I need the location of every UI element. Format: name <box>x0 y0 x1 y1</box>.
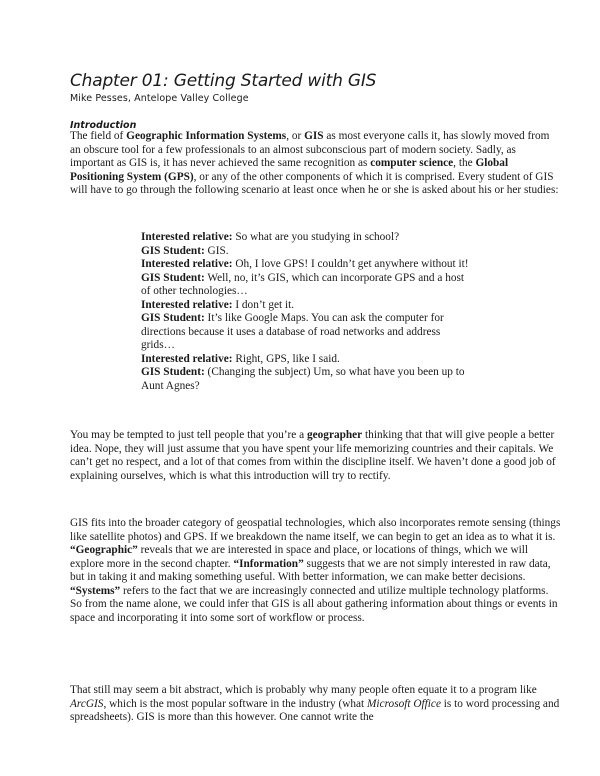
dialogue-line: Interested relative: Right, GPS, like I said. <box>141 352 340 365</box>
section-heading: Introduction <box>70 120 137 131</box>
dialogue-line: GIS Student: (Changing the subject) Um, so what have you been up to Aunt Agnes? <box>141 366 465 392</box>
term-computer-science: computer science <box>370 157 454 169</box>
dialogue-line: GIS Student: Well, no, it’s GIS, which can incorporate GPS and a host of other technologies… <box>141 271 465 297</box>
dialogue-speaker: GIS Student: <box>141 244 205 257</box>
term-arcgis: ArcGIS <box>70 697 104 710</box>
term-gis-full: Geographic Information Systems <box>126 130 287 142</box>
author-line: Mike Pesses, Antelope Valley College <box>70 93 249 104</box>
term-information: “Information” <box>233 557 304 570</box>
paragraph-software: That still may seem a bit abstract, which is probably why many people often equate it to a program like ArcGIS, which is the most popular software in the industry (what Microsoft Office is to word processing and spreadsheets). GIS is more than this however. One cannot write the <box>70 684 560 723</box>
dialogue-line: GIS Student: It’s like Google Maps. You can ask the computer for directions because it uses a database of road networks and address grids… <box>141 312 444 351</box>
term-geographer: geographer <box>306 429 363 441</box>
paragraph-definition: GIS fits into the broader category of geospatial technologies, which also incorporates remote sensing (things like satellite photos) and GPS. If we breakdown the name itself, we can begin to get an idea as to what it is. “Geographic” reveals that we are interested in space and place, or locations of things, which we will explore more in the second chapter. “Information” suggests that we are not simply interested in raw data, but in taking it and making something useful. With better information, we can make better decisions. “Systems” refers to the fact that we are increasingly connected and utilize multiple technology platforms. So from the name alone, we could infer that GIS is all about gathering information about things or events in space and incorporating it into some sort of workflow or process. <box>70 517 561 624</box>
dialogue-speaker: Interested relative: <box>141 352 233 365</box>
dialogue-block <box>141 231 471 393</box>
dialogue-speaker: Interested relative: <box>141 258 233 270</box>
dialogue-speaker: GIS Student: <box>141 366 205 378</box>
dialogue-speaker: GIS Student: <box>141 271 205 284</box>
dialogue-speaker: Interested relative: <box>141 298 233 311</box>
term-geographic: “Geographic” <box>70 544 138 556</box>
paragraph-intro: The field of Geographic Information Systems, or GIS as most everyone calls it, has slowly moved from an obscure tool for a few professionals to an almost subconscious part of modern society. Sadly, as important as GIS is, it has never achieved the same recognition as computer science, the Global Positioning System (GPS), or any of the other components of which it is comprised. Every student of GIS will have to go through the following scenario at least once when he or she is asked about his or her studies: <box>70 130 559 196</box>
dialogue-line: Interested relative: I don’t get it. <box>141 298 295 311</box>
dialogue-line: Interested relative: So what are you studying in school? <box>141 231 400 243</box>
term-gps: Global Positioning System (GPS) <box>70 157 509 183</box>
term-gis: GIS <box>304 130 324 142</box>
chapter-title: Chapter 01: Getting Started with GIS <box>70 71 377 91</box>
dialogue-speaker: Interested relative: <box>141 231 233 243</box>
term-microsoft-office: Microsoft Office <box>367 697 441 710</box>
term-systems: “Systems” <box>70 584 121 597</box>
dialogue-speaker: GIS Student: <box>141 312 205 324</box>
dialogue-line: GIS Student: GIS. <box>141 244 229 257</box>
dialogue-line: Interested relative: Oh, I love GPS! I couldn’t get anywhere without it! <box>141 258 469 270</box>
paragraph-geographer: You may be tempted to just tell people that you’re a geographer thinking that that will give people a better idea. Nope, they will just assume that you have spent your life memorizing countries and their capitals. We can’t get no respect, and a lot of that comes from within the discipline itself. We haven’t done a good job of explaining ourselves, which is what this introduction will try to rectify. <box>70 429 556 482</box>
